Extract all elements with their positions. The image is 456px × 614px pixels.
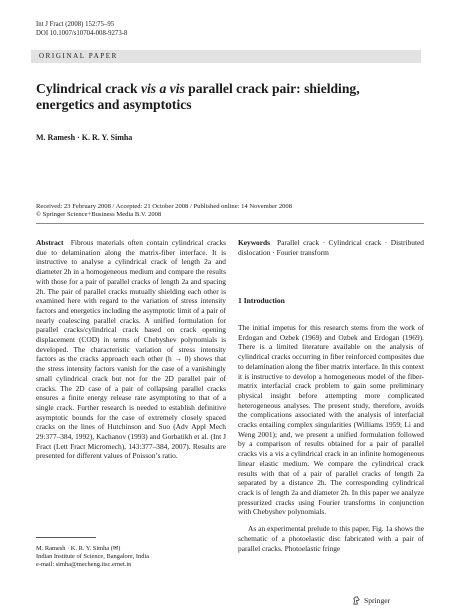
- publication-dates: [36, 203, 426, 220]
- title-part: energetics and asymptotics: [36, 97, 192, 112]
- footnote-divider: [36, 537, 96, 538]
- footnote-authors: M. Ramesh · K. R. Y. Simha (✉): [36, 545, 121, 552]
- title-part: Cylindrical crack: [36, 81, 141, 96]
- section-heading: 1 Introduction: [238, 296, 285, 305]
- title-part: parallel crack pair: shielding,: [184, 81, 360, 96]
- divider: [36, 223, 424, 224]
- footnote-email: e-mail: simha@mecheng.iisc.ernet.in: [36, 561, 132, 568]
- article-type-band: [31, 50, 421, 63]
- paper-title: [36, 81, 426, 113]
- journal-info: [36, 20, 127, 38]
- publisher-mark: [352, 596, 390, 605]
- title-italic: vis a vis: [140, 81, 185, 96]
- introduction-body: [238, 323, 424, 561]
- keywords: [238, 238, 424, 257]
- intro-paragraph: The initial impetus for this research stems from the work of Erdogan and Ozbek (1969) and Ozbek and Erdogan (1969). There is a limited literature available on the analysis of cylindrical cracks occurring in fiber reinforced composites due to delamination along the fiber matrix interface. In this context it is instructive to develop a homogeneous model of the fiber-matrix interfacial crack problem to gain some preliminary physical insight before attempting more complicated heterogeneous analyses. The present study, therefore, avoids the complications associated with the analysis of interfacial cracks entailing complex singularities (Williams 1959; Li and Weng 2001); and, we present a unified formulation followed by a comparison of results obtained for a pair of parallel cracks vis a vis a cylindrical crack in an infinite homogeneous linear elastic medium. We compare the cylindrical crack results with that of a pair of parallel cracks of length 2a separated by a distance 2h. The corresponding cylindrical crack is of length 2a and diameter 2h. In this paper we analyze pressurized cracks using Fourier transforms in conjunction with Chebyshev polynomials.: [238, 323, 424, 517]
- abstract-text: Fibrous materials often contain cylindrical cracks due to delamination along the matrix-fiber interface. It is instructive to analyse a cylindrical crack of length 2a and diameter 2h in a homogeneous medium and compare the results with those for a pair of parallel cracks of length 2a and spacing 2h. The pair of parallel cracks mutually shielding each other is examined here with regard to the variation of stress intensity factors and energetics including the asymptotic limit of a pair of nearly coalescing parallel cracks. A unified formulation for parallel cracks/cylindrical crack based on crack opening displacement (COD) in terms of Chebyshev polynomials is developed. The characteristic variation of stress intensity factors as the cracks approach each other (h → 0) shows that the stress intensity factors vanish for the case of a vanishingly small cylindrical crack but not for the 2D parallel pair of cracks. The 2D case of a pair of collapsing parallel cracks ensures a finite energy release rate asymptoting to that of a single crack. Further research is needed to establish definitive asymptotic bounds for the case of extremely closely spaced cracks on the lines of Hutchinson and Suo (Adv Appl Mech 29:377–384, 1992), Kachanov (1993) and Gorbatikh et al. (Int J Fract (Lett Fract Micromech), 143:377–384, 2007). Results are presented for different values of Poisson’s ratio.: [36, 238, 227, 461]
- intro-paragraph: As an experimental prelude to this paper, Fig. 1a shows the schematic of a photoelastic disc fabricated with a pair of parallel cracks. Photoelastic fringe: [238, 524, 424, 553]
- footnote-institution: Indian Institute of Science, Bangalore, India: [36, 553, 150, 560]
- doi: DOI 10.1007/s10704-008-9273-8: [36, 30, 128, 37]
- journal-citation: Int J Fract (2008) 152:75–95: [36, 21, 115, 28]
- authors: M. Ramesh · K. R. Y. Simha: [36, 133, 133, 142]
- article-type-label: ORIGINAL PAPER: [39, 52, 118, 60]
- abstract: [36, 238, 226, 461]
- keywords-text: Parallel crack · Cylindrical crack · Distributed dislocation · Fourier transform: [238, 238, 424, 257]
- author-affiliation: [36, 545, 149, 569]
- copyright: © Springer Science+Business Media B.V. 2008: [36, 211, 162, 219]
- received-dates: Received: 23 February 2008 / Accepted: 21 October 2008 / Published online: 14 November 2008: [36, 203, 293, 210]
- abstract-heading: Abstract: [36, 238, 64, 247]
- springer-knight-icon: [352, 596, 361, 605]
- publisher-name: Springer: [364, 596, 391, 605]
- keywords-heading: Keywords: [238, 238, 271, 247]
